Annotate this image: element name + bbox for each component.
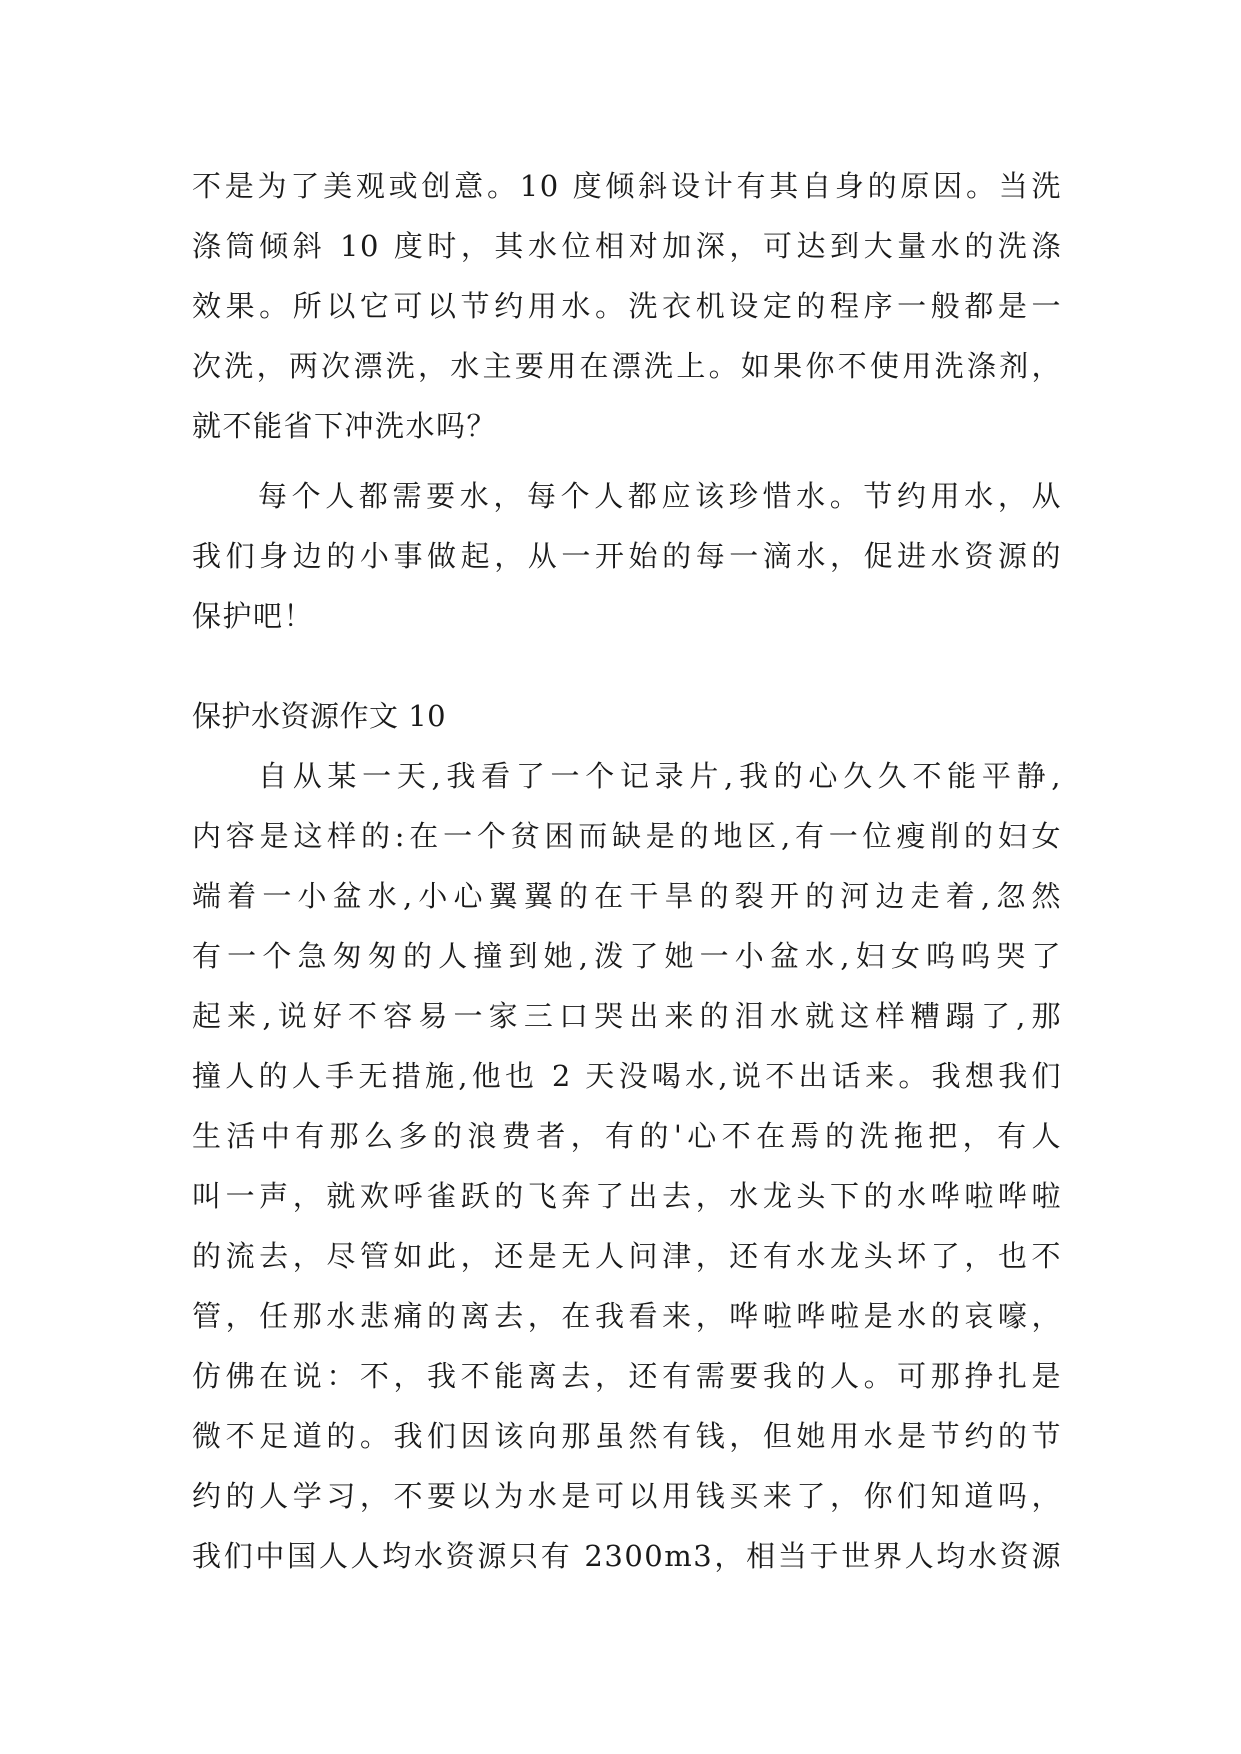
paragraph-line: 端着一小盆水,小心翼翼的在干旱的裂开的河边走着,忽然 <box>192 879 1062 913</box>
paragraph-line: 管，任那水悲痛的离去，在我看来，哗啦哗啦是水的哀嚎， <box>192 1299 1062 1333</box>
paragraph-line: 微不足道的。我们因该向那虽然有钱，但她用水是节约的节 <box>192 1419 1062 1453</box>
paragraph-line: 内容是这样的:在一个贫困而缺是的地区,有一位瘦削的妇女 <box>192 819 1062 853</box>
paragraph-line: 涤筒倾斜 10 度时，其水位相对加深，可达到大量水的洗涤 <box>192 229 1062 263</box>
paragraph-line: 的流去，尽管如此，还是无人问津，还有水龙头坏了，也不 <box>192 1239 1062 1273</box>
paragraph-line: 撞人的人手无措施,他也 2 天没喝水,说不出话来。我想我们 <box>192 1059 1062 1093</box>
paragraph-line: 约的人学习，不要以为水是可以用钱买来了，你们知道吗， <box>192 1479 1062 1513</box>
paragraph-line: 叫一声，就欢呼雀跃的飞奔了出去，水龙头下的水哗啦哗啦 <box>192 1179 1062 1213</box>
paragraph-line: 有一个急匆匆的人撞到她,泼了她一小盆水,妇女呜呜哭了 <box>192 939 1062 973</box>
paragraph-line: 效果。所以它可以节约用水。洗衣机设定的程序一般都是一 <box>192 289 1062 323</box>
paragraph-line: 我们身边的小事做起，从一开始的每一滴水，促进水资源的 <box>192 539 1062 573</box>
paragraph-line: 我们中国人人均水资源只有 2300m3，相当于世界人均水资源 <box>192 1539 1062 1573</box>
paragraph-line: 次洗，两次漂洗，水主要用在漂洗上。如果你不使用洗涤剂， <box>192 349 1062 383</box>
paragraph-line: 生活中有那么多的浪费者，有的'心不在焉的洗拖把，有人 <box>192 1119 1062 1153</box>
section-title: 保护水资源作文 10 <box>192 699 447 733</box>
paragraph-line: 就不能省下冲洗水吗？ <box>192 409 498 443</box>
paragraph-line: 不是为了美观或创意。10 度倾斜设计有其自身的原因。当洗 <box>192 169 1062 203</box>
paragraph-line: 每个人都需要水，每个人都应该珍惜水。节约用水，从 <box>258 479 1062 513</box>
paragraph-line: 保护吧！ <box>192 599 315 633</box>
paragraph-line: 自从某一天,我看了一个记录片,我的心久久不能平静, <box>258 759 1062 793</box>
paragraph-line: 仿佛在说：不，我不能离去，还有需要我的人。可那挣扎是 <box>192 1359 1062 1393</box>
paragraph-line: 起来,说好不容易一家三口哭出来的泪水就这样糟蹋了,那 <box>192 999 1062 1033</box>
